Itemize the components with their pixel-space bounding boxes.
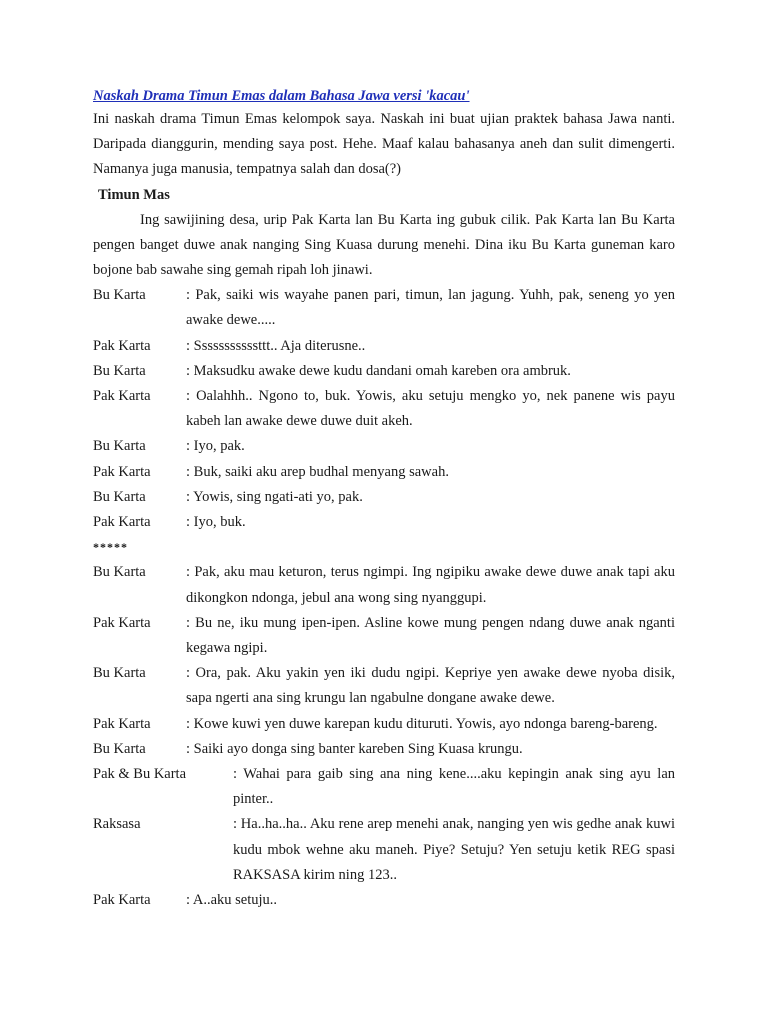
- speaker-name: Bu Karta: [93, 362, 146, 379]
- section-heading: Timun Mas: [98, 186, 170, 203]
- dialog-text: : Iyo, pak.: [186, 438, 245, 455]
- dialog-line: [93, 359, 675, 384]
- dialog-text: : Pak, aku mau keturon, terus ngimpi. Ing ngipiku awake dewe duwe anak tapi aku dikongkon ndonga, jebul ana wong sing nyanggupi.: [186, 564, 675, 606]
- speaker-name: Bu Karta: [93, 287, 146, 304]
- dialog-line: [93, 661, 675, 711]
- speaker-name: Pak Karta: [93, 715, 151, 732]
- dialog-text: : Kowe kuwi yen duwe karepan kudu dituruti. Yowis, ayo ndonga bareng-bareng.: [186, 715, 658, 732]
- intro-paragraph: Ini naskah drama Timun Emas kelompok saya. Naskah ini buat ujian praktek bahasa Jawa nanti. Daripada dianggurin, mending saya post. Hehe. Maaf kalau bahasanya aneh dan sulit dimengerti. Namanya juga manusia, tempatnya salah dan dosa(?): [93, 111, 675, 178]
- speaker-name: Raksasa: [93, 816, 141, 833]
- dialog-text: : Yowis, sing ngati-ati yo, pak.: [186, 488, 363, 505]
- dialog-line: [93, 434, 675, 459]
- dialog-text: : Saiki ayo donga sing banter kareben Sing Kuasa krungu.: [186, 740, 523, 757]
- dialog-text: : Buk, saiki aku arep budhal menyang sawah.: [186, 463, 449, 480]
- speaker-name: Pak Karta: [93, 337, 151, 354]
- speaker-name: Bu Karta: [93, 488, 146, 505]
- speaker-name: Pak Karta: [93, 388, 151, 405]
- dialog-text: : Bu ne, iku mung ipen-ipen. Asline kowe mung pengen ndang duwe anak nganti kegawa ngipi.: [186, 614, 675, 657]
- dialog-line: [93, 737, 675, 762]
- dialog-text: : Iyo, buk.: [186, 514, 246, 531]
- scene-separator: *****: [93, 540, 128, 555]
- dialog-text: : Oalahhh.. Ngono to, buk. Yowis, aku setuju mengko yo, nek panene wis payu kabeh lan awake dewe duwe duit akeh.: [186, 388, 675, 430]
- speaker-name: Pak & Bu Karta: [93, 766, 187, 783]
- narration-paragraph: Ing sawijining desa, urip Pak Karta lan Bu Karta ing gubuk cilik. Pak Karta lan Bu Karta pengen banget duwe anak nanging Sing Kuasa durung menehi. Dina iku Bu Karta guneman karo bojone bab sawahe sing gemah ripah loh jinawi.: [93, 211, 675, 279]
- dialog-text: : Pak, saiki wis wayahe panen pari, timun, lan jagung. Yuhh, pak, seneng yo yen awake dewe.....: [186, 287, 675, 329]
- dialog-text: : Maksudku awake dewe kudu dandani omah kareben ora ambruk.: [186, 362, 571, 379]
- document-body: [93, 86, 675, 913]
- dialog-line: [93, 283, 675, 333]
- dialog-line: [93, 334, 675, 359]
- dialog-line: [93, 460, 675, 485]
- dialog-text: : Ora, pak. Aku yakin yen iki dudu ngipi. Kepriye yen awake dewe nyoba disik, sapa ngerti ana sing krungu lan ngabulne dongane awake dewe.: [186, 665, 675, 707]
- speaker-name: Pak Karta: [93, 614, 151, 631]
- speaker-name: Bu Karta: [93, 564, 146, 581]
- dialog-text: : Ha..ha..ha.. Aku rene arep menehi anak, nanging yen wis gedhe anak kuwi kudu mbok wehne aku maneh. Piye? Setuju? Yen setuju ketik REG spasi RAKSASA kirim ning 123..: [233, 816, 675, 883]
- speaker-name: Bu Karta: [93, 740, 146, 757]
- dialog-line: [93, 712, 675, 737]
- speaker-name: Bu Karta: [93, 438, 146, 455]
- dialog-line: [93, 510, 675, 535]
- document-title-link[interactable]: Naskah Drama Timun Emas dalam Bahasa Jawa versi 'kacau': [93, 88, 470, 104]
- speaker-name: Pak Karta: [93, 892, 151, 909]
- speaker-name: Pak Karta: [93, 514, 151, 531]
- dialog-block-1: [93, 283, 675, 535]
- dialog-line: [93, 611, 675, 661]
- dialog-text: : Wahai para gaib sing ana ning kene....aku kepingin anak sing ayu lan pinter..: [233, 766, 675, 808]
- dialog-line: [93, 485, 675, 510]
- dialog-text: : Sssssssssssttt.. Aja diterusne..: [186, 337, 366, 354]
- speaker-name: Pak Karta: [93, 463, 151, 480]
- dialog-text: : A..aku setuju..: [186, 892, 278, 909]
- dialog-line: [93, 560, 675, 610]
- dialog-block-2: [93, 560, 675, 913]
- dialog-line: [93, 384, 675, 434]
- dialog-line: [93, 812, 675, 888]
- dialog-line: [93, 888, 675, 913]
- dialog-line: [93, 762, 675, 812]
- speaker-name: Bu Karta: [93, 665, 146, 682]
